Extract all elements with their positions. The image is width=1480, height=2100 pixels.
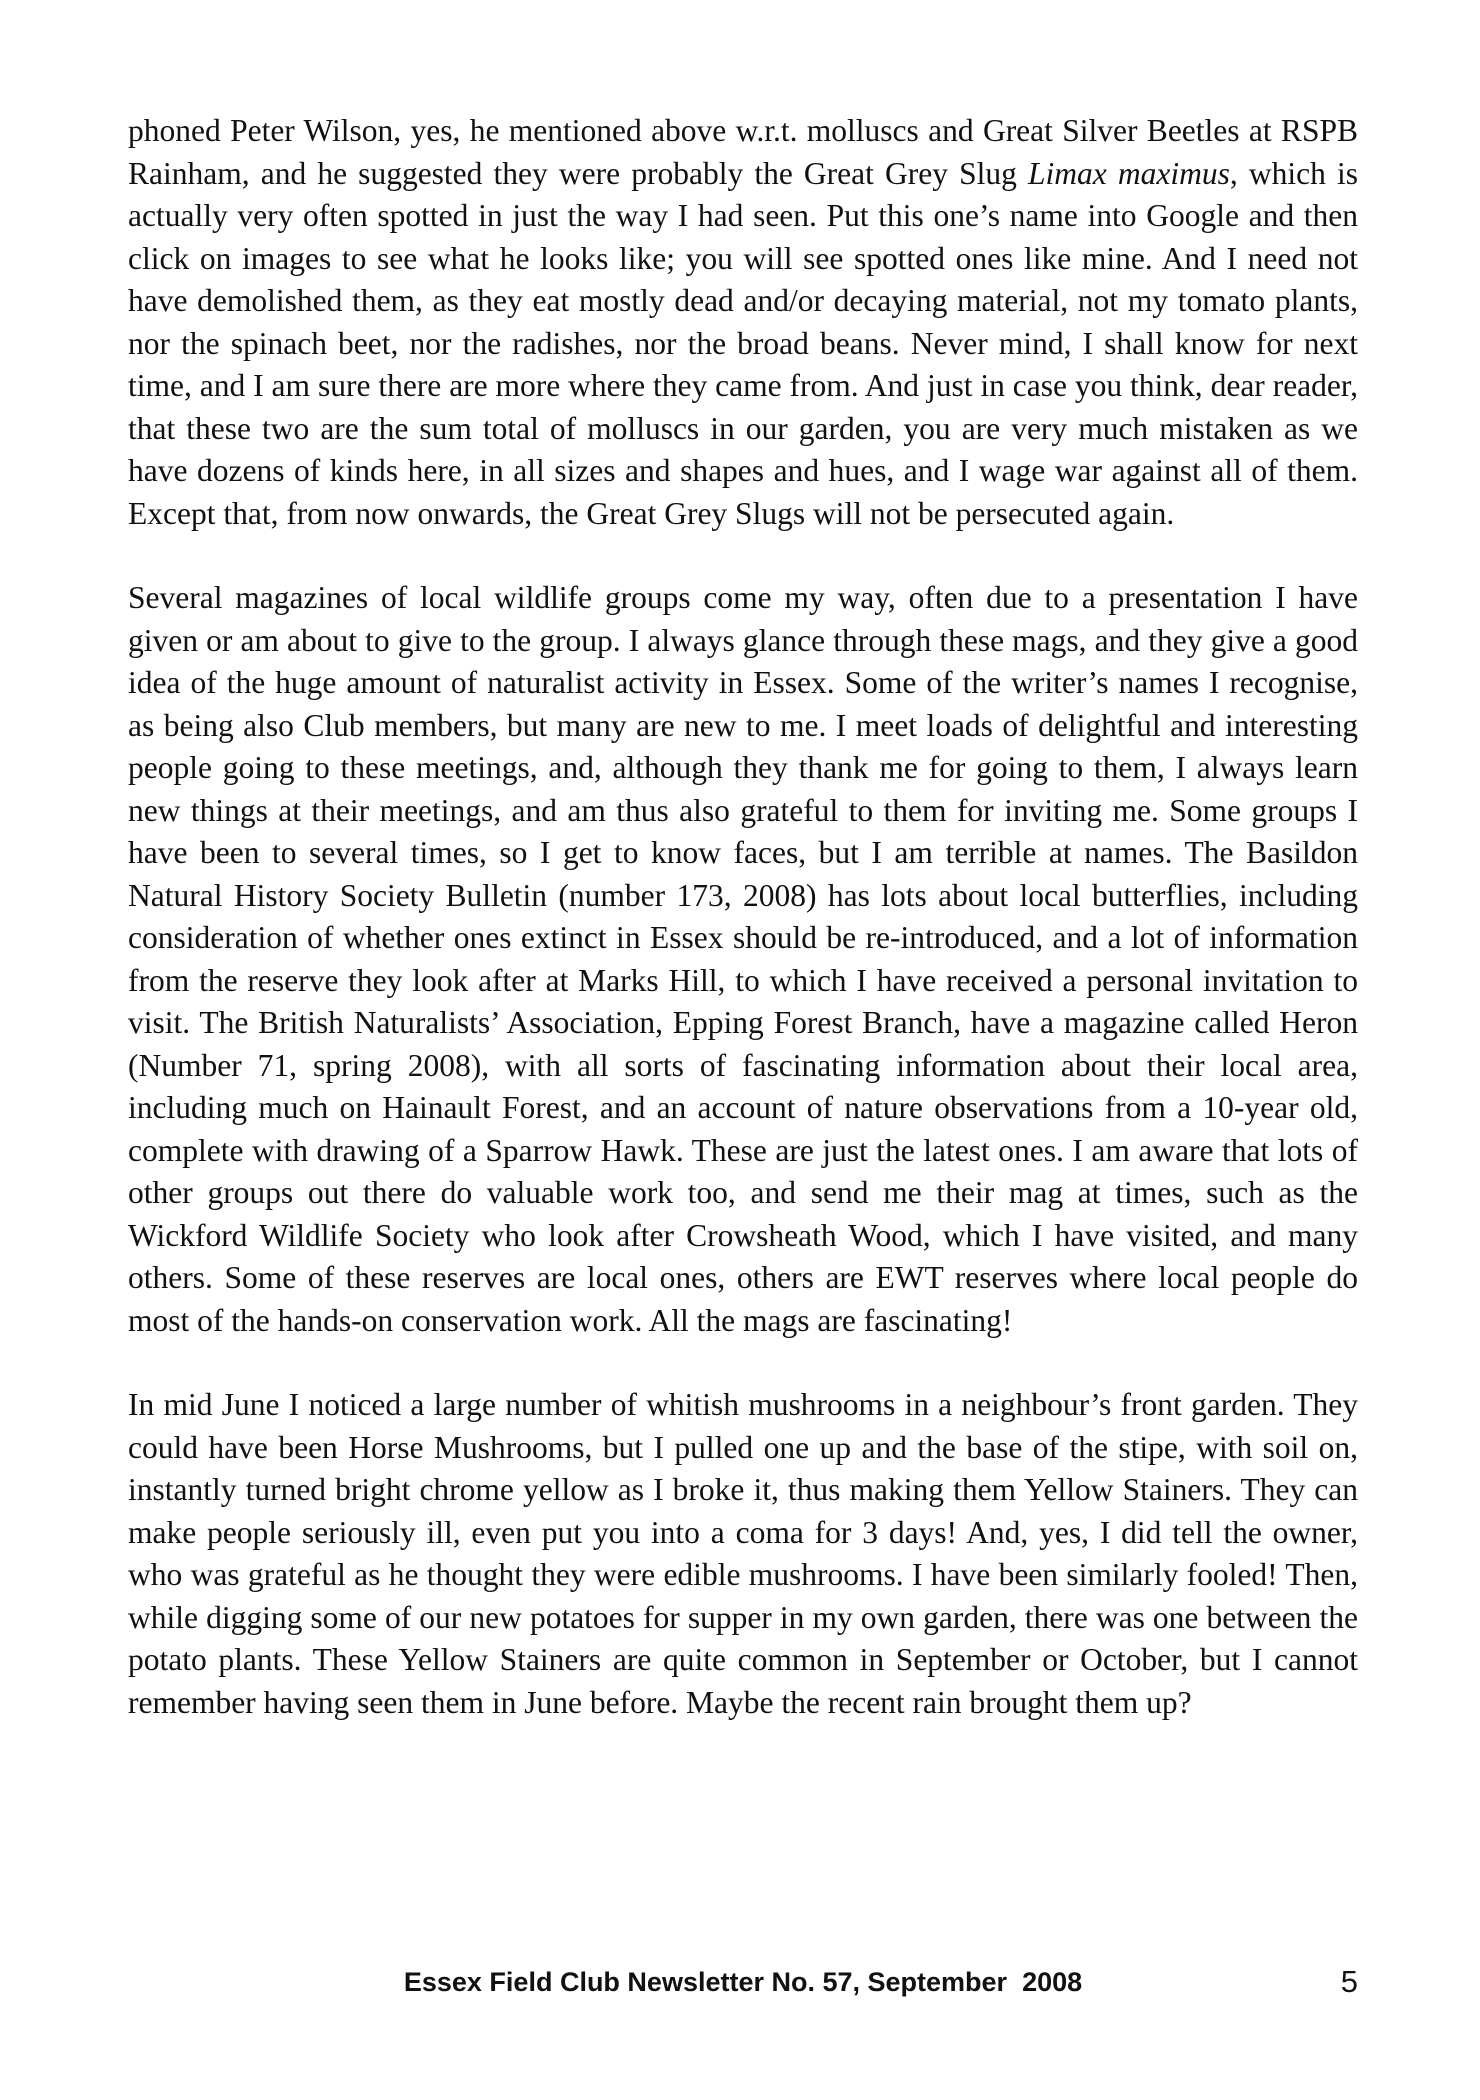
newsletter-title: Essex Field Club Newsletter No. 57, September 2008 — [403, 1967, 1083, 1997]
article-body — [128, 110, 1358, 1724]
paragraph-slug-text-start: phoned Peter Wilson, yes, he mentioned above w.r.t. molluscs and Great Silver Beetles at RSPB Rainham, and he suggested they were probably the Great Grey Slug — [128, 113, 1358, 191]
page-footer — [128, 1962, 1358, 2002]
paragraph-magazines: Several magazines of local wildlife groups come my way, often due to a presentation I have given or am about to give to the group. I always glance through these mags, and they give a good idea of the huge amount of naturalist activity in Essex. Some of the writer’s names I recognise, as being also Club members, but many are new to me. I meet loads of delightful and interesting people going to these meetings, and, although they thank me for going to them, I always learn new things at their meetings, and am thus also grateful to them for inviting me. Some groups I have been to several times, so I get to know faces, but I am terrible at names. The Basildon Natural History Society Bulletin (number 173, 2008) has lots about local butterflies, including consideration of whether ones extinct in Essex should be re-introduced, and a lot of information from the reserve they look after at Marks Hill, to which I have received a personal invitation to visit. The British Naturalists’ Association, Epping Forest Branch, have a magazine called Heron (Number 71, spring 2008), with all sorts of fascinating information about their local area, including much on Hainault Forest, and an account of nature observations from a 10-year old, complete with drawing of a Sparrow Hawk. These are just the latest ones. I am aware that lots of other groups out there do valuable work too, and send me their mag at times, such as the Wickford Wildlife Society who look after Crowsheath Wood, which I have visited, and many others. Some of these reserves are local ones, others are EWT reserves where local people do most of the hands-on conservation work. All the mags are fascinating! — [128, 580, 1358, 1338]
paragraph-slug-text-end: , which is actually very often spotted in just the way I had seen. Put this one’s name into Google and then click on images to see what he looks like; you will see spotted ones like mine. And I need not have demolished them, as they eat mostly dead and/or decaying material, not my tomato plants, nor the spinach beet, nor the radishes, nor the broad beans. Never mind, I shall know for next time, and I am sure there are more where they came from. And just in case you think, dear reader, that these two are the sum total of molluscs in our garden, you are very much mistaken as we have dozens of kinds here, in all sizes and shapes and hues, and I wage war against all of them. Except that, from now onwards, the Great Grey Slugs will not be persecuted again. — [128, 155, 1358, 531]
paragraph-slug — [128, 110, 1358, 535]
species-name-italic: Limax maximus — [1028, 155, 1230, 191]
page-number: 5 — [1340, 1964, 1358, 1999]
paragraph-mushrooms: In mid June I noticed a large number of whitish mushrooms in a neighbour’s front garden. They could have been Horse Mushrooms, but I pulled one up and the base of the stipe, with soil on, instantly turned bright chrome yellow as I broke it, thus making them Yellow Stainers. They can make people seriously ill, even put you into a coma for 3 days! And, yes, I did tell the owner, who was grateful as he thought they were edible mushrooms. I have been similarly fooled! Then, while digging some of our new potatoes for supper in my own garden, there was one between the potato plants. These Yellow Stainers are quite common in September or October, but I cannot remember having seen them in June before. Maybe the recent rain brought them up? — [128, 1387, 1358, 1720]
